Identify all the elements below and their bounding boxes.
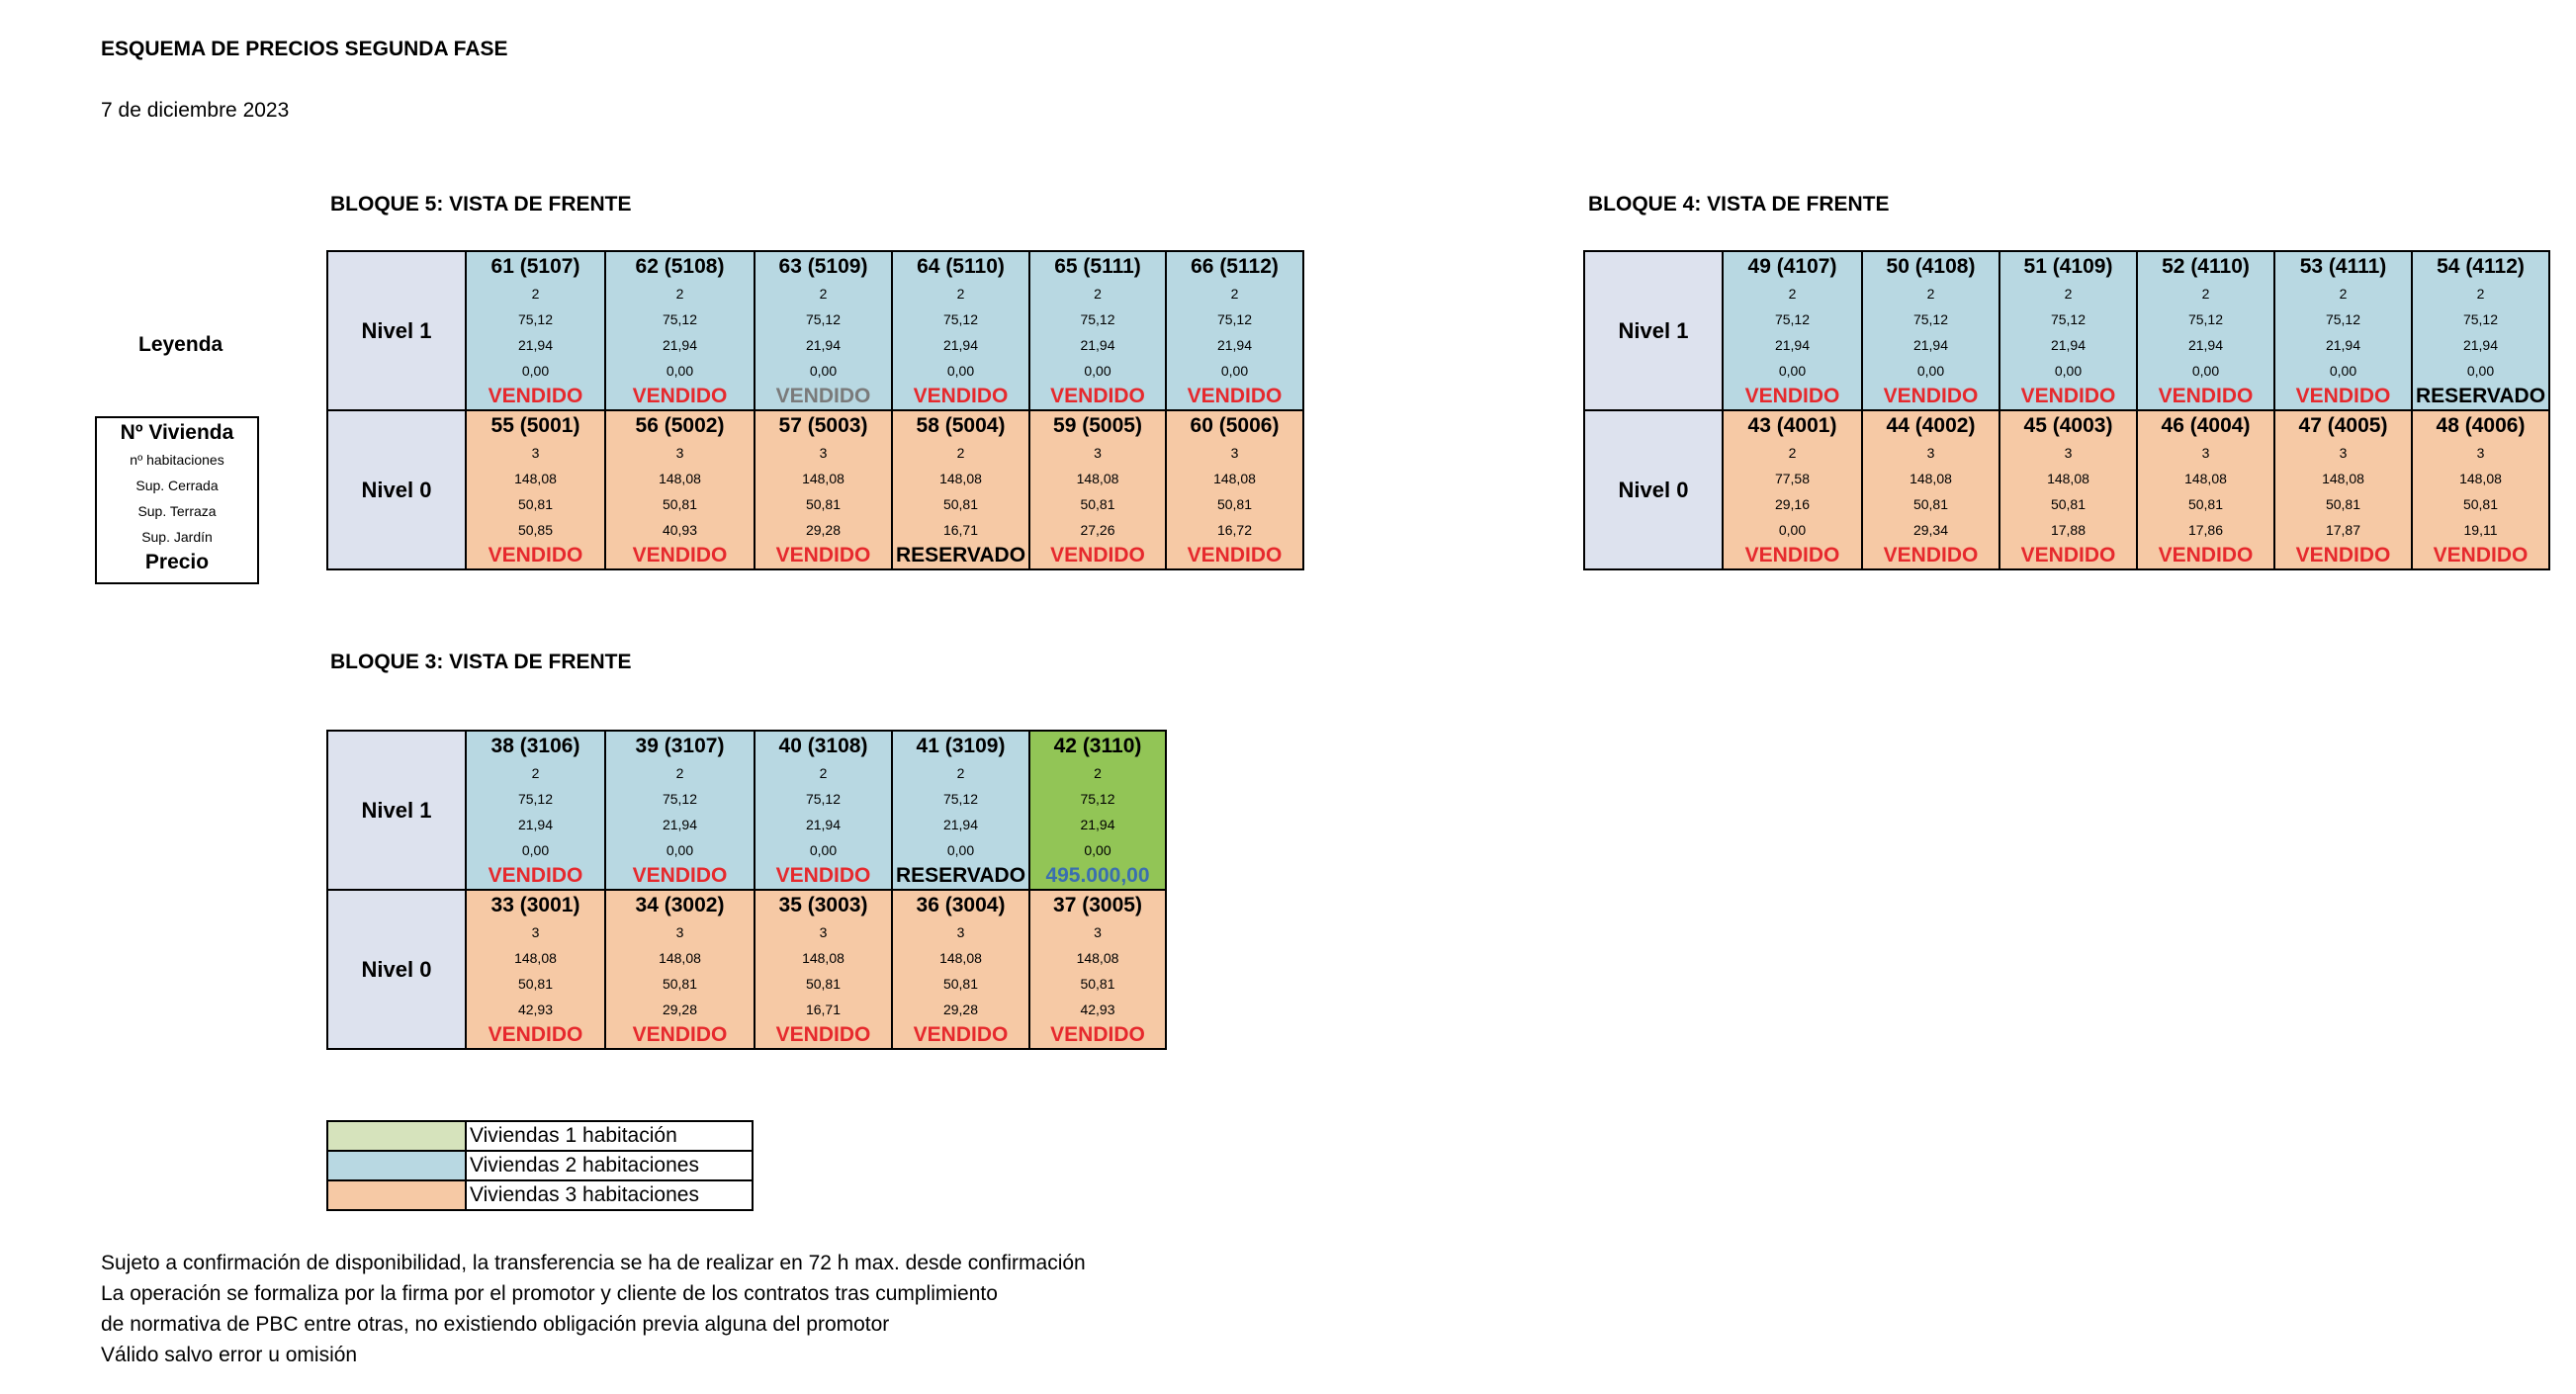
unit-number: 42 (3110) bbox=[1053, 735, 1142, 757]
unit-detail: 0,00 bbox=[2054, 363, 2083, 379]
unit-detail: 75,12 bbox=[517, 311, 554, 327]
unit-number: 58 (5004) bbox=[916, 414, 1006, 437]
unit-number: 47 (4005) bbox=[2298, 414, 2388, 437]
unit-cell bbox=[1723, 251, 1862, 410]
unit-cell bbox=[2274, 251, 2412, 410]
unit-number: 56 (5002) bbox=[635, 414, 725, 437]
unit-cell bbox=[1029, 731, 1166, 890]
unit-detail: 148,08 bbox=[514, 950, 557, 966]
unit-cell bbox=[466, 410, 605, 569]
swatch-2-rooms bbox=[327, 1151, 466, 1180]
unit-detail: 29,16 bbox=[1774, 496, 1811, 512]
unit-detail: 21,94 bbox=[942, 817, 979, 832]
unit-detail: 2 bbox=[819, 286, 828, 302]
unit-status: VENDIDO bbox=[632, 1023, 728, 1046]
level-row bbox=[327, 731, 1166, 890]
unit-detail: 3 bbox=[2201, 445, 2210, 461]
unit-detail: 16,71 bbox=[805, 1002, 842, 1017]
unit-detail: 3 bbox=[675, 924, 684, 940]
unit-number: 63 (5109) bbox=[778, 255, 868, 278]
unit-detail: 0,00 bbox=[809, 842, 838, 858]
unit-detail: 75,12 bbox=[2050, 311, 2087, 327]
unit-status: VENDIDO bbox=[2020, 385, 2116, 407]
unit-detail: 3 bbox=[819, 924, 828, 940]
note-line: La operación se formaliza por la firma por el promotor y cliente de los contratos tras cumplimiento bbox=[101, 1282, 998, 1305]
unit-detail: 3 bbox=[2064, 445, 2073, 461]
unit-detail: 50,81 bbox=[2050, 496, 2087, 512]
unit-detail: 50,81 bbox=[942, 496, 979, 512]
unit-cell bbox=[605, 410, 755, 569]
unit-cell bbox=[605, 890, 755, 1049]
unit-detail: 19,11 bbox=[2463, 522, 2498, 538]
unit-detail: 75,12 bbox=[2462, 311, 2499, 327]
unit-detail: 75,12 bbox=[1080, 791, 1115, 807]
level-label: Nivel 1 bbox=[327, 251, 466, 410]
color-key-row bbox=[327, 1180, 753, 1210]
unit-status: VENDIDO bbox=[2158, 544, 2254, 566]
unit-number: 41 (3109) bbox=[916, 735, 1006, 757]
unit-cell bbox=[466, 731, 605, 890]
block-5-table bbox=[326, 250, 1304, 570]
unit-detail: 21,94 bbox=[2050, 337, 2087, 353]
unit-detail: 50,81 bbox=[1216, 496, 1253, 512]
legend-footer: Precio bbox=[144, 551, 210, 573]
unit-status: VENDIDO bbox=[488, 1023, 583, 1046]
unit-detail: 16,72 bbox=[1216, 522, 1253, 538]
unit-detail: 0,00 bbox=[2466, 363, 2495, 379]
unit-number: 38 (3106) bbox=[490, 735, 580, 757]
legend-row: Sup. Jardín bbox=[141, 529, 213, 545]
unit-detail: 148,08 bbox=[659, 950, 701, 966]
unit-detail: 3 bbox=[2476, 445, 2485, 461]
level-row bbox=[327, 251, 1303, 410]
unit-detail: 3 bbox=[531, 445, 540, 461]
unit-status: VENDIDO bbox=[1050, 1023, 1145, 1046]
unit-status: VENDIDO bbox=[913, 1023, 1009, 1046]
unit-cell bbox=[892, 731, 1029, 890]
unit-status: RESERVADO bbox=[895, 544, 1026, 566]
unit-detail: 148,08 bbox=[659, 471, 701, 486]
unit-cell bbox=[2137, 410, 2274, 569]
unit-status: VENDIDO bbox=[1050, 544, 1145, 566]
unit-detail: 21,94 bbox=[1912, 337, 1949, 353]
unit-cell bbox=[2274, 410, 2412, 569]
unit-detail: 0,00 bbox=[1916, 363, 1945, 379]
unit-cell bbox=[892, 251, 1029, 410]
unit-detail: 2 bbox=[531, 765, 540, 781]
unit-detail: 29,28 bbox=[662, 1002, 698, 1017]
unit-detail: 21,94 bbox=[517, 817, 554, 832]
level-row bbox=[1584, 410, 2549, 569]
note-line: Válido salvo error u omisión bbox=[101, 1344, 358, 1366]
unit-cell bbox=[1723, 410, 1862, 569]
unit-number: 52 (4110) bbox=[2162, 255, 2250, 278]
unit-status: VENDIDO bbox=[632, 385, 728, 407]
unit-detail: 29,28 bbox=[805, 522, 842, 538]
unit-detail: 50,81 bbox=[517, 976, 554, 992]
unit-detail: 2 bbox=[2476, 286, 2485, 302]
unit-detail: 50,81 bbox=[2187, 496, 2224, 512]
level-row bbox=[327, 890, 1166, 1049]
block-5-title: BLOQUE 5: VISTA DE FRENTE bbox=[330, 193, 632, 216]
unit-detail: 50,85 bbox=[517, 522, 554, 538]
unit-number: 49 (4107) bbox=[1747, 255, 1837, 278]
unit-number: 62 (5108) bbox=[635, 255, 725, 278]
unit-number: 35 (3003) bbox=[778, 894, 868, 916]
block-4-title: BLOQUE 4: VISTA DE FRENTE bbox=[1588, 193, 1890, 216]
unit-detail: 3 bbox=[531, 924, 540, 940]
unit-status: VENDIDO bbox=[1883, 385, 1979, 407]
color-key-row bbox=[327, 1121, 753, 1151]
unit-status: VENDIDO bbox=[632, 544, 728, 566]
unit-number: 53 (4111) bbox=[2299, 255, 2387, 278]
level-label: Nivel 0 bbox=[1584, 410, 1723, 569]
unit-detail: 0,00 bbox=[666, 363, 694, 379]
unit-detail: 50,81 bbox=[2462, 496, 2499, 512]
unit-detail: 75,12 bbox=[2187, 311, 2224, 327]
unit-number: 59 (5005) bbox=[1053, 414, 1142, 437]
unit-status: VENDIDO bbox=[1050, 385, 1145, 407]
unit-detail: 2 bbox=[2339, 286, 2348, 302]
unit-detail: 2 bbox=[2064, 286, 2073, 302]
unit-cell bbox=[1862, 410, 1999, 569]
unit-detail: 21,94 bbox=[942, 337, 979, 353]
unit-detail: 50,81 bbox=[942, 976, 979, 992]
unit-detail: 21,94 bbox=[1080, 337, 1115, 353]
unit-detail: 2 bbox=[2201, 286, 2210, 302]
swatch-1-room bbox=[327, 1121, 466, 1151]
unit-status: VENDIDO bbox=[775, 544, 871, 566]
unit-status: VENDIDO bbox=[488, 864, 583, 887]
unit-detail: 17,88 bbox=[2050, 522, 2087, 538]
unit-detail: 2 bbox=[1788, 445, 1797, 461]
unit-detail: 17,87 bbox=[2325, 522, 2361, 538]
unit-status: VENDIDO bbox=[2295, 544, 2391, 566]
unit-detail: 0,00 bbox=[2329, 363, 2357, 379]
unit-cell bbox=[892, 410, 1029, 569]
block-3-title: BLOQUE 3: VISTA DE FRENTE bbox=[330, 651, 632, 673]
unit-detail: 0,00 bbox=[809, 363, 838, 379]
unit-detail: 2 bbox=[1788, 286, 1797, 302]
unit-status: VENDIDO bbox=[2295, 385, 2391, 407]
color-key-label: Viviendas 2 habitaciones bbox=[466, 1151, 753, 1180]
unit-detail: 2 bbox=[1926, 286, 1935, 302]
unit-number: 66 (5112) bbox=[1191, 255, 1279, 278]
unit-detail: 21,94 bbox=[1774, 337, 1811, 353]
unit-detail: 148,08 bbox=[2322, 471, 2364, 486]
unit-cell bbox=[1029, 251, 1166, 410]
unit-detail: 2 bbox=[1094, 765, 1102, 781]
unit-number: 44 (4002) bbox=[1886, 414, 1976, 437]
unit-detail: 21,94 bbox=[2462, 337, 2499, 353]
unit-detail: 148,08 bbox=[802, 950, 844, 966]
color-key-label: Viviendas 3 habitaciones bbox=[466, 1180, 753, 1210]
unit-detail: 148,08 bbox=[514, 471, 557, 486]
unit-detail: 75,12 bbox=[805, 791, 842, 807]
unit-cell bbox=[2412, 410, 2549, 569]
unit-detail: 21,94 bbox=[662, 817, 698, 832]
unit-cell bbox=[2137, 251, 2274, 410]
unit-detail: 50,81 bbox=[517, 496, 554, 512]
unit-cell bbox=[1166, 410, 1303, 569]
unit-cell bbox=[2412, 251, 2549, 410]
unit-detail: 148,08 bbox=[802, 471, 844, 486]
unit-status: VENDIDO bbox=[1744, 385, 1840, 407]
unit-detail: 75,12 bbox=[1774, 311, 1811, 327]
unit-number: 55 (5001) bbox=[490, 414, 580, 437]
unit-detail: 50,81 bbox=[662, 496, 698, 512]
unit-detail: 50,81 bbox=[662, 976, 698, 992]
unit-detail: 50,81 bbox=[1912, 496, 1949, 512]
unit-number: 39 (3107) bbox=[635, 735, 725, 757]
unit-detail: 0,00 bbox=[2191, 363, 2220, 379]
legend-row: Sup. Terraza bbox=[137, 503, 217, 519]
unit-number: 51 (4109) bbox=[2023, 255, 2113, 278]
unit-detail: 40,93 bbox=[662, 522, 698, 538]
unit-detail: 3 bbox=[2339, 445, 2348, 461]
unit-status: VENDIDO bbox=[775, 385, 871, 407]
unit-detail: 148,08 bbox=[939, 950, 982, 966]
legend-box bbox=[95, 416, 259, 584]
unit-detail: 3 bbox=[1094, 445, 1102, 461]
color-key-label: Viviendas 1 habitación bbox=[466, 1121, 753, 1151]
unit-cell bbox=[755, 890, 892, 1049]
unit-detail: 21,94 bbox=[1080, 817, 1115, 832]
unit-cell bbox=[605, 251, 755, 410]
unit-detail: 21,94 bbox=[2187, 337, 2224, 353]
unit-detail: 75,12 bbox=[662, 311, 698, 327]
unit-status: VENDIDO bbox=[1744, 544, 1840, 566]
unit-detail: 3 bbox=[675, 445, 684, 461]
unit-detail: 2 bbox=[956, 286, 965, 302]
unit-detail: 50,81 bbox=[805, 496, 842, 512]
unit-status: RESERVADO bbox=[895, 864, 1026, 887]
unit-detail: 75,12 bbox=[1080, 311, 1115, 327]
unit-detail: 0,00 bbox=[1084, 842, 1111, 858]
note-line: de normativa de PBC entre otras, no existiendo obligación previa alguna del promotor bbox=[101, 1313, 890, 1336]
unit-number: 48 (4006) bbox=[2436, 414, 2526, 437]
unit-detail: 75,12 bbox=[662, 791, 698, 807]
level-row bbox=[1584, 251, 2549, 410]
unit-detail: 75,12 bbox=[517, 791, 554, 807]
legend-row: nº habitaciones bbox=[130, 452, 224, 468]
level-row bbox=[327, 410, 1303, 569]
unit-detail: 0,00 bbox=[1084, 363, 1111, 379]
unit-status: VENDIDO bbox=[2020, 544, 2116, 566]
unit-detail: 148,08 bbox=[1076, 471, 1119, 486]
unit-detail: 21,94 bbox=[517, 337, 554, 353]
swatch-3-rooms bbox=[327, 1180, 466, 1210]
unit-detail: 0,00 bbox=[666, 842, 694, 858]
unit-detail: 2 bbox=[675, 765, 684, 781]
unit-cell bbox=[1166, 251, 1303, 410]
unit-number: 50 (4108) bbox=[1886, 255, 1976, 278]
level-label: Nivel 0 bbox=[327, 890, 466, 1049]
unit-detail: 29,28 bbox=[942, 1002, 979, 1017]
unit-number: 46 (4004) bbox=[2161, 414, 2251, 437]
unit-cell bbox=[755, 251, 892, 410]
unit-detail: 2 bbox=[819, 765, 828, 781]
page-title: ESQUEMA DE PRECIOS SEGUNDA FASE bbox=[101, 38, 508, 60]
unit-detail: 148,08 bbox=[2459, 471, 2502, 486]
unit-detail: 75,12 bbox=[942, 791, 979, 807]
unit-detail: 2 bbox=[675, 286, 684, 302]
unit-detail: 0,00 bbox=[946, 842, 975, 858]
unit-number: 60 (5006) bbox=[1190, 414, 1280, 437]
unit-detail: 75,12 bbox=[1216, 311, 1253, 327]
unit-detail: 42,93 bbox=[517, 1002, 554, 1017]
unit-detail: 148,08 bbox=[2047, 471, 2089, 486]
unit-detail: 75,12 bbox=[2325, 311, 2361, 327]
unit-cell bbox=[1029, 410, 1166, 569]
unit-detail: 2 bbox=[956, 445, 965, 461]
unit-detail: 75,12 bbox=[805, 311, 842, 327]
page-date: 7 de diciembre 2023 bbox=[101, 99, 290, 122]
unit-status: VENDIDO bbox=[632, 864, 728, 887]
unit-status: 495.000,00 bbox=[1045, 864, 1150, 887]
legend-label: Leyenda bbox=[138, 333, 223, 356]
unit-number: 43 (4001) bbox=[1747, 414, 1837, 437]
unit-number: 33 (3001) bbox=[490, 894, 580, 916]
unit-detail: 148,08 bbox=[2184, 471, 2227, 486]
level-label: Nivel 1 bbox=[327, 731, 466, 890]
unit-status: VENDIDO bbox=[488, 544, 583, 566]
unit-cell bbox=[1999, 251, 2137, 410]
block-4-table bbox=[1583, 250, 2550, 570]
color-key bbox=[326, 1120, 754, 1211]
level-label: Nivel 0 bbox=[327, 410, 466, 569]
unit-detail: 50,81 bbox=[1080, 976, 1115, 992]
unit-detail: 16,71 bbox=[942, 522, 979, 538]
unit-status: RESERVADO bbox=[2415, 385, 2546, 407]
unit-detail: 77,58 bbox=[1774, 471, 1811, 486]
unit-detail: 2 bbox=[531, 286, 540, 302]
unit-number: 45 (4003) bbox=[2023, 414, 2113, 437]
unit-detail: 148,08 bbox=[1076, 950, 1119, 966]
unit-detail: 3 bbox=[819, 445, 828, 461]
unit-detail: 3 bbox=[1230, 445, 1239, 461]
unit-status: VENDIDO bbox=[775, 864, 871, 887]
unit-number: 65 (5111) bbox=[1054, 255, 1141, 278]
unit-detail: 148,08 bbox=[1213, 471, 1256, 486]
unit-detail: 3 bbox=[1094, 924, 1102, 940]
unit-cell bbox=[1862, 251, 1999, 410]
unit-detail: 75,12 bbox=[942, 311, 979, 327]
unit-status: VENDIDO bbox=[2433, 544, 2529, 566]
unit-detail: 0,00 bbox=[1778, 522, 1807, 538]
color-key-row bbox=[327, 1151, 753, 1180]
unit-status: VENDIDO bbox=[1187, 385, 1283, 407]
unit-detail: 3 bbox=[956, 924, 965, 940]
unit-detail: 21,94 bbox=[805, 337, 842, 353]
unit-status: VENDIDO bbox=[488, 385, 583, 407]
unit-cell bbox=[466, 251, 605, 410]
unit-status: VENDIDO bbox=[2158, 385, 2254, 407]
unit-number: 57 (5003) bbox=[778, 414, 868, 437]
unit-number: 54 (4112) bbox=[2437, 255, 2525, 278]
legend-row: Sup. Cerrada bbox=[135, 478, 219, 493]
unit-number: 37 (3005) bbox=[1053, 894, 1142, 916]
unit-number: 61 (5107) bbox=[490, 255, 580, 278]
unit-status: VENDIDO bbox=[1883, 544, 1979, 566]
unit-number: 36 (3004) bbox=[916, 894, 1006, 916]
unit-status: VENDIDO bbox=[913, 385, 1009, 407]
unit-detail: 21,94 bbox=[1216, 337, 1253, 353]
unit-detail: 2 bbox=[1094, 286, 1102, 302]
unit-detail: 17,86 bbox=[2187, 522, 2224, 538]
unit-detail: 3 bbox=[1926, 445, 1935, 461]
unit-detail: 75,12 bbox=[1912, 311, 1949, 327]
unit-detail: 148,08 bbox=[1910, 471, 1952, 486]
unit-detail: 21,94 bbox=[805, 817, 842, 832]
legend-header: Nº Vivienda bbox=[120, 421, 234, 444]
unit-cell bbox=[892, 890, 1029, 1049]
unit-detail: 27,26 bbox=[1080, 522, 1115, 538]
unit-detail: 0,00 bbox=[946, 363, 975, 379]
unit-number: 40 (3108) bbox=[778, 735, 868, 757]
unit-detail: 29,34 bbox=[1912, 522, 1949, 538]
unit-detail: 42,93 bbox=[1080, 1002, 1115, 1017]
note-line: Sujeto a confirmación de disponibilidad, la transferencia se ha de realizar en 72 h max. desde confirmación bbox=[101, 1252, 1086, 1274]
unit-number: 34 (3002) bbox=[635, 894, 725, 916]
unit-cell bbox=[755, 410, 892, 569]
unit-detail: 0,00 bbox=[1778, 363, 1807, 379]
unit-detail: 148,08 bbox=[939, 471, 982, 486]
unit-detail: 50,81 bbox=[805, 976, 842, 992]
unit-cell bbox=[1029, 890, 1166, 1049]
unit-detail: 21,94 bbox=[662, 337, 698, 353]
level-label: Nivel 1 bbox=[1584, 251, 1723, 410]
unit-detail: 0,00 bbox=[1220, 363, 1249, 379]
unit-status: VENDIDO bbox=[1187, 544, 1283, 566]
unit-cell bbox=[605, 731, 755, 890]
unit-detail: 0,00 bbox=[521, 842, 550, 858]
unit-detail: 2 bbox=[1230, 286, 1239, 302]
unit-detail: 0,00 bbox=[521, 363, 550, 379]
block-3-table bbox=[326, 730, 1167, 1050]
unit-cell bbox=[466, 890, 605, 1049]
unit-cell bbox=[1999, 410, 2137, 569]
unit-detail: 50,81 bbox=[2325, 496, 2361, 512]
unit-number: 64 (5110) bbox=[917, 255, 1005, 278]
unit-detail: 50,81 bbox=[1080, 496, 1115, 512]
unit-detail: 21,94 bbox=[2325, 337, 2361, 353]
unit-detail: 2 bbox=[956, 765, 965, 781]
unit-status: VENDIDO bbox=[775, 1023, 871, 1046]
unit-cell bbox=[755, 731, 892, 890]
notes bbox=[101, 1248, 1086, 1370]
